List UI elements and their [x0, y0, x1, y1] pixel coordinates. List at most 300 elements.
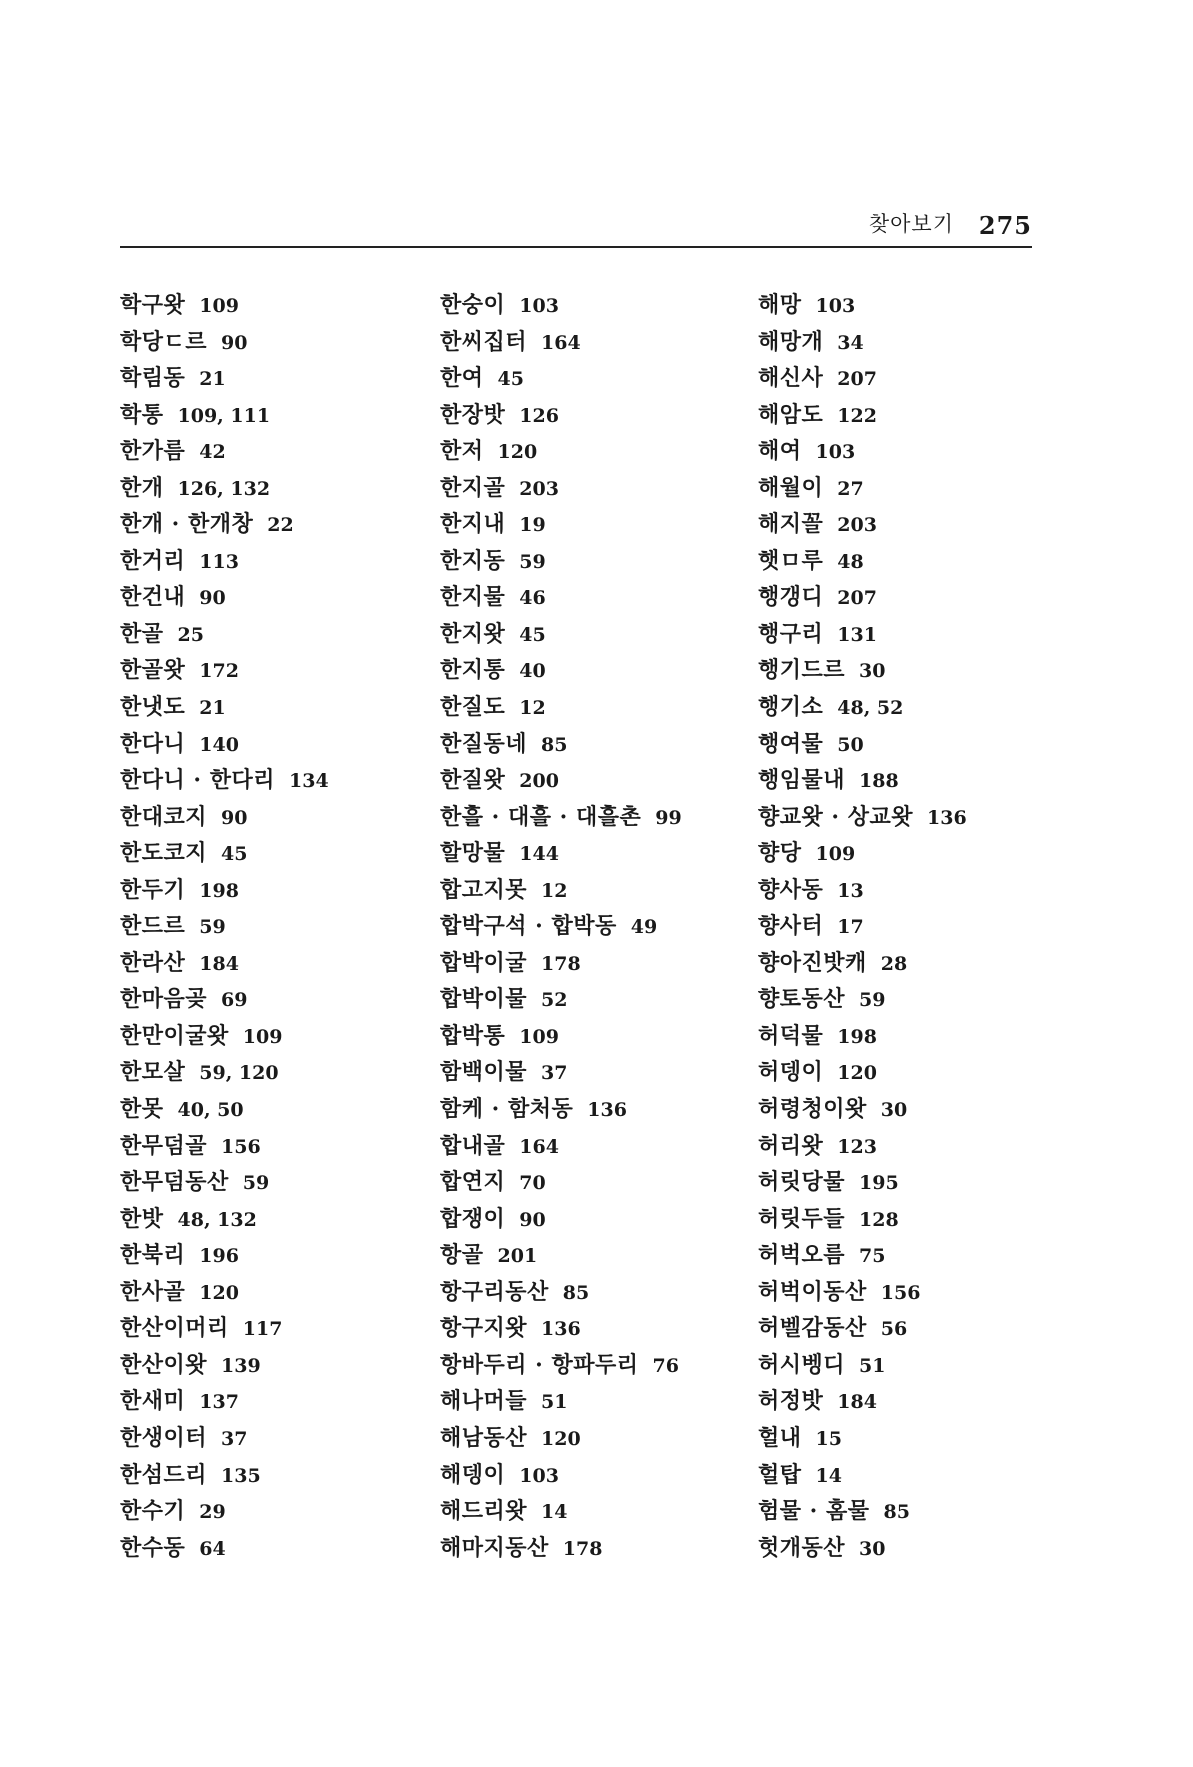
- index-page-refs: 134: [289, 770, 329, 793]
- index-term: 허벅이동산: [758, 1278, 867, 1305]
- index-term: 헛개동산: [758, 1534, 846, 1561]
- index-term: 함케 · 함처동: [440, 1096, 574, 1123]
- index-entry: [440, 872, 682, 909]
- index-page-refs: 37: [541, 1062, 568, 1085]
- index-term: 해암도: [758, 401, 824, 428]
- index-entry: [120, 470, 329, 507]
- index-entry: [758, 360, 967, 397]
- index-page-refs: 85: [562, 1281, 590, 1304]
- index-entry: [440, 287, 682, 324]
- index-entry: [440, 616, 682, 653]
- index-entry: [440, 360, 682, 397]
- index-page-refs: 48, 132: [177, 1208, 257, 1231]
- index-entry: [440, 397, 682, 434]
- index-entry: [758, 1493, 967, 1530]
- index-entry: [758, 1383, 967, 1420]
- index-entry: [440, 1091, 682, 1128]
- index-page-refs: 22: [267, 514, 294, 537]
- index-term: 행임물내: [758, 767, 846, 794]
- index-page-refs: 178: [562, 1537, 603, 1560]
- index-entry: [758, 835, 967, 872]
- index-term: 한대코지: [120, 803, 208, 830]
- index-page-refs: 45: [519, 623, 546, 646]
- index-page-refs: 70: [519, 1172, 546, 1195]
- index-entry: [758, 908, 967, 945]
- index-page-refs: 29: [199, 1501, 226, 1524]
- index-page-refs: 48, 52: [837, 697, 904, 720]
- index-entry: [120, 1383, 329, 1420]
- index-entry: [120, 616, 329, 653]
- index-page-refs: 109, 111: [177, 404, 271, 427]
- index-page-refs: 117: [242, 1318, 283, 1341]
- index-entry: [120, 908, 329, 945]
- index-term: 해망: [758, 292, 802, 318]
- index-entry: [120, 1457, 329, 1494]
- index-page-refs: 99: [655, 806, 682, 829]
- index-entry: [758, 872, 967, 909]
- index-page-refs: 34: [837, 331, 864, 354]
- index-entry: [440, 762, 682, 799]
- index-page-refs: 14: [541, 1501, 568, 1524]
- index-term: 해나머들: [440, 1388, 528, 1415]
- index-page-refs: 109: [815, 843, 856, 866]
- index-entry: [120, 1493, 329, 1530]
- index-term: 한새미: [120, 1388, 186, 1415]
- index-entry: [758, 945, 967, 982]
- index-term: 한개 · 한개창: [120, 511, 254, 538]
- index-term: 한지물: [440, 584, 506, 611]
- index-entry: [758, 287, 967, 324]
- index-term: 행기소: [758, 694, 824, 721]
- index-page-refs: 69: [221, 989, 248, 1012]
- index-term: 한거리: [120, 547, 186, 574]
- index-term: 한냇도: [120, 694, 186, 721]
- index-term: 한산이머리: [120, 1315, 229, 1342]
- index-column-1: [120, 287, 329, 1566]
- index-term: 해여: [758, 438, 802, 465]
- index-term: 한지왓: [440, 620, 506, 647]
- index-entry: [758, 1237, 967, 1274]
- index-entry: [758, 397, 967, 434]
- index-page-refs: 48: [837, 550, 864, 573]
- index-page-refs: 156: [221, 1135, 261, 1158]
- index-term: 한생이터: [120, 1424, 208, 1451]
- index-page-refs: 21: [199, 368, 226, 391]
- page-title: 찾아보기: [868, 212, 954, 236]
- index-term: 한질동네: [440, 730, 528, 757]
- index-page-refs: 139: [221, 1354, 261, 1377]
- index-entry: [758, 1128, 967, 1165]
- index-page-refs: 37: [221, 1427, 248, 1450]
- index-term: 한다니: [120, 730, 186, 757]
- index-term: 허령청이왓: [758, 1096, 867, 1123]
- index-entry: [758, 762, 967, 799]
- index-page-refs: 50: [837, 733, 864, 756]
- index-term: 허릿두들: [758, 1205, 846, 1232]
- index-term: 한지동: [440, 547, 506, 574]
- index-entry: [120, 981, 329, 1018]
- index-page-refs: 122: [837, 404, 877, 427]
- index-page-refs: 126, 132: [177, 477, 271, 500]
- index-page-refs: 40: [519, 660, 546, 683]
- index-page-refs: 59, 120: [199, 1062, 279, 1085]
- index-page-refs: 135: [221, 1464, 261, 1487]
- index-entry: [440, 652, 682, 689]
- index-entry: [758, 616, 967, 653]
- index-entry: [440, 799, 682, 836]
- index-term: 한산이왓: [120, 1351, 208, 1378]
- index-page-refs: 17: [837, 916, 864, 939]
- index-entry: [120, 360, 329, 397]
- index-term: 한장밧: [440, 401, 506, 428]
- running-head: [120, 206, 1032, 248]
- index-page-refs: 156: [880, 1281, 921, 1304]
- index-term: 합박통: [440, 1022, 506, 1049]
- index-entry: [440, 945, 682, 982]
- index-page-refs: 128: [859, 1208, 899, 1231]
- index-entry: [440, 470, 682, 507]
- index-page-refs: 51: [859, 1354, 886, 1377]
- index-term: 합내골: [440, 1132, 506, 1159]
- index-entry: [120, 433, 329, 470]
- index-entry: [758, 726, 967, 763]
- index-entry: [120, 287, 329, 324]
- index-term: 허시벵디: [758, 1351, 846, 1378]
- index-term: 한수기: [120, 1498, 186, 1525]
- index-page-refs: 140: [199, 733, 239, 756]
- index-entry: [758, 1347, 967, 1384]
- index-entry: [758, 1530, 967, 1567]
- index-page-refs: 56: [880, 1318, 908, 1341]
- index-term: 합고지못: [440, 876, 528, 903]
- index-page-refs: 64: [199, 1537, 226, 1560]
- index-entry: [440, 324, 682, 361]
- index-entry: [120, 1128, 329, 1165]
- index-term: 학림동: [120, 365, 186, 392]
- index-entry: [440, 1347, 682, 1384]
- index-term: 해지꼴: [758, 511, 824, 538]
- index-entry: [758, 1018, 967, 1055]
- index-page-refs: 85: [541, 733, 568, 756]
- index-page-refs: 12: [541, 879, 568, 902]
- index-term: 향아진밧캐: [758, 949, 867, 976]
- index-term: 허덕물: [758, 1022, 824, 1049]
- index-term: 해망개: [758, 328, 824, 355]
- index-page-refs: 136: [587, 1099, 627, 1122]
- index-entry: [440, 1493, 682, 1530]
- index-entry: [440, 908, 682, 945]
- index-entry: [120, 1530, 329, 1567]
- index-page-refs: 59: [199, 916, 226, 939]
- index-page-refs: 109: [519, 1025, 559, 1048]
- index-term: 학당ㄷ르: [120, 328, 208, 355]
- index-entry: [120, 543, 329, 580]
- index-term: 행여물: [758, 730, 824, 757]
- index-entry: [758, 1420, 967, 1457]
- index-entry: [758, 1164, 967, 1201]
- index-page-refs: 188: [859, 770, 899, 793]
- index-page-refs: 126: [519, 404, 559, 427]
- index-entry: [120, 835, 329, 872]
- index-term: 한북리: [120, 1242, 186, 1269]
- index-page-refs: 90: [199, 587, 226, 610]
- index-entry: [440, 1237, 682, 1274]
- index-entry: [120, 762, 329, 799]
- index-page-refs: 120: [199, 1281, 239, 1304]
- index-term: 한지통: [440, 657, 506, 684]
- index-entry: [440, 1383, 682, 1420]
- index-page-refs: 51: [541, 1391, 568, 1414]
- index-page-refs: 46: [519, 587, 546, 610]
- index-page-refs: 103: [815, 441, 856, 464]
- index-page-refs: 59: [242, 1172, 270, 1195]
- index-page-refs: 196: [199, 1245, 239, 1268]
- index-term: 허릿당물: [758, 1169, 846, 1196]
- index-page-refs: 164: [519, 1135, 559, 1158]
- index-entry: [120, 1237, 329, 1274]
- index-term: 한여: [440, 365, 484, 392]
- index-entry: [120, 689, 329, 726]
- index-term: 헐내: [758, 1424, 802, 1451]
- index-term: 한씨집터: [440, 328, 528, 355]
- index-entry: [120, 579, 329, 616]
- index-entry: [440, 726, 682, 763]
- index-term: 한섬드리: [120, 1461, 208, 1488]
- index-term: 해월이: [758, 474, 824, 501]
- index-term: 허정밧: [758, 1388, 824, 1415]
- index-term: 허리왓: [758, 1132, 824, 1159]
- index-entry: [758, 981, 967, 1018]
- index-page-refs: 120: [541, 1427, 581, 1450]
- index-term: 허벨감동산: [758, 1315, 867, 1342]
- index-term: 항구리동산: [440, 1278, 549, 1305]
- index-page-refs: 12: [519, 697, 546, 720]
- index-term: 험물 · 홈물: [758, 1498, 870, 1525]
- index-entry: [120, 1274, 329, 1311]
- index-page-refs: 144: [519, 843, 559, 866]
- index-page-refs: 42: [199, 441, 226, 464]
- index-entry: [120, 652, 329, 689]
- index-term: 한라산: [120, 949, 186, 976]
- index-term: 합박이물: [440, 986, 528, 1013]
- index-term: 한흘 · 대흘 · 대흘촌: [440, 803, 642, 830]
- index-entry: [440, 835, 682, 872]
- index-page-refs: 103: [519, 295, 559, 317]
- index-term: 학통: [120, 401, 164, 428]
- index-page-refs: 164: [541, 331, 581, 354]
- index-page-refs: 85: [883, 1501, 910, 1524]
- index-term: 한사골: [120, 1278, 186, 1305]
- index-term: 해신사: [758, 365, 824, 392]
- index-page-refs: 90: [221, 331, 248, 354]
- index-page-refs: 201: [497, 1245, 538, 1268]
- index-term: 해뎅이: [440, 1461, 506, 1488]
- index-term: 합박이굴: [440, 949, 528, 976]
- index-page-refs: 120: [837, 1062, 877, 1085]
- index-entry: [440, 981, 682, 1018]
- index-term: 해마지동산: [440, 1534, 549, 1561]
- index-term: 한두기: [120, 876, 186, 903]
- index-page-refs: 40, 50: [177, 1099, 244, 1122]
- index-term: 한드르: [120, 913, 186, 940]
- index-page-refs: 90: [221, 806, 248, 829]
- index-page-refs: 30: [859, 1537, 886, 1560]
- index-term: 한개: [120, 474, 164, 501]
- index-entry: [758, 324, 967, 361]
- index-entry: [120, 1420, 329, 1457]
- index-page-refs: 90: [519, 1208, 546, 1231]
- index-page-refs: 198: [199, 879, 239, 902]
- index-entry: [440, 1164, 682, 1201]
- index-entry: [120, 799, 329, 836]
- index-entry: [120, 1310, 329, 1347]
- index-entry: [758, 470, 967, 507]
- index-term: 합쟁이: [440, 1205, 506, 1232]
- index-page-refs: 120: [497, 441, 538, 464]
- index-entry: [758, 1091, 967, 1128]
- index-page-refs: 172: [199, 660, 239, 683]
- index-term: 함백이물: [440, 1059, 528, 1086]
- index-page-refs: 109: [242, 1025, 283, 1048]
- index-term: 한밧: [120, 1205, 164, 1232]
- index-page-refs: 52: [541, 989, 568, 1012]
- index-page-refs: 13: [837, 879, 864, 902]
- index-term: 한무덤골: [120, 1132, 208, 1159]
- index-entry: [758, 433, 967, 470]
- index-term: 햇ㅁ루: [758, 547, 824, 574]
- index-term: 향당: [758, 840, 802, 867]
- index-term: 항구지왓: [440, 1315, 528, 1342]
- index-term: 항골: [440, 1242, 484, 1269]
- index-entry: [120, 506, 329, 543]
- index-term: 한수동: [120, 1534, 186, 1561]
- index-term: 향교왓 · 상교왓: [758, 803, 913, 830]
- index-entry: [120, 1164, 329, 1201]
- index-term: 한질왓: [440, 767, 506, 794]
- index-page-refs: 178: [541, 952, 581, 975]
- index-term: 향토동산: [758, 986, 846, 1013]
- index-page-refs: 30: [880, 1099, 908, 1122]
- index-entry: [440, 1420, 682, 1457]
- index-term: 향사동: [758, 876, 824, 903]
- index-term: 한골: [120, 620, 164, 647]
- index-term: 한지내: [440, 511, 506, 538]
- index-term: 행구리: [758, 620, 824, 647]
- index-entry: [440, 506, 682, 543]
- index-column-3: [758, 287, 967, 1566]
- index-entry: [120, 1347, 329, 1384]
- index-page-refs: 109: [199, 295, 239, 317]
- index-page-refs: 27: [837, 477, 864, 500]
- index-term: 한질도: [440, 694, 506, 721]
- index-term: 한지골: [440, 474, 506, 501]
- index-term: 헐탑: [758, 1461, 802, 1488]
- index-page-refs: 195: [859, 1172, 899, 1195]
- index-term: 한무덤동산: [120, 1169, 229, 1196]
- index-entry: [758, 1310, 967, 1347]
- index-page-refs: 28: [880, 952, 908, 975]
- page-number: 275: [978, 211, 1032, 240]
- index-entry: [758, 1201, 967, 1238]
- index-page-refs: 45: [221, 843, 248, 866]
- index-page-refs: 184: [199, 952, 239, 975]
- index-page-refs: 15: [815, 1427, 842, 1450]
- index-term: 한모살: [120, 1059, 186, 1086]
- index-page-refs: 30: [859, 660, 886, 683]
- index-term: 한못: [120, 1096, 164, 1123]
- index-entry: [120, 1018, 329, 1055]
- index-term: 합연지: [440, 1169, 506, 1196]
- index-entry: [120, 397, 329, 434]
- index-page-refs: 184: [837, 1391, 877, 1414]
- index-term: 한숭이: [440, 292, 506, 318]
- index-entry: [440, 1530, 682, 1567]
- index-entry: [440, 689, 682, 726]
- index-page-refs: 131: [837, 623, 877, 646]
- index-entry: [758, 1457, 967, 1494]
- index-page-refs: 137: [199, 1391, 239, 1414]
- index-page-refs: 45: [497, 368, 524, 391]
- index-page-refs: 49: [630, 916, 658, 939]
- index-term: 한마음곶: [120, 986, 208, 1013]
- index-page-refs: 21: [199, 697, 226, 720]
- index-entry: [758, 543, 967, 580]
- index-page-refs: 207: [837, 587, 877, 610]
- index-term: 할망물: [440, 840, 506, 867]
- index-term: 해드리왓: [440, 1498, 528, 1525]
- index-term: 한다니 · 한다리: [120, 767, 275, 794]
- index-page-refs: 25: [177, 623, 204, 646]
- index-page-refs: 200: [519, 770, 559, 793]
- index-entry: [440, 1201, 682, 1238]
- index-entry: [120, 872, 329, 909]
- index-entry: [120, 945, 329, 982]
- index-entry: [120, 1201, 329, 1238]
- index-page-refs: 203: [519, 477, 559, 500]
- index-page-refs: 198: [837, 1025, 877, 1048]
- index-term: 한가름: [120, 438, 186, 465]
- index-entry: [440, 579, 682, 616]
- index-entry: [120, 324, 329, 361]
- index-entry: [758, 1054, 967, 1091]
- index-page-refs: 136: [927, 806, 967, 829]
- index-entry: [758, 689, 967, 726]
- index-page-refs: 19: [519, 514, 546, 537]
- index-entry: [440, 1457, 682, 1494]
- index-entry: [120, 1091, 329, 1128]
- index-entry: [120, 726, 329, 763]
- index-term: 학구왓: [120, 292, 186, 318]
- index-page-refs: 76: [652, 1354, 679, 1377]
- index-page-refs: 113: [199, 550, 239, 573]
- index-term: 허벅오름: [758, 1242, 846, 1269]
- index-page-refs: 14: [815, 1464, 842, 1487]
- index-page-refs: 136: [541, 1318, 581, 1341]
- index-term: 허뎅이: [758, 1059, 824, 1086]
- index-entry: [440, 1054, 682, 1091]
- index-term: 행기드르: [758, 657, 846, 684]
- index-page-refs: 59: [519, 550, 546, 573]
- index-page-refs: 103: [519, 1464, 559, 1487]
- index-page-refs: 103: [815, 295, 856, 317]
- index-column-2: [440, 287, 682, 1566]
- index-term: 한만이굴왓: [120, 1022, 229, 1049]
- index-entry: [120, 1054, 329, 1091]
- index-term: 한도코지: [120, 840, 208, 867]
- index-entry: [440, 1274, 682, 1311]
- index-page-refs: 203: [837, 514, 877, 537]
- index-entry: [758, 652, 967, 689]
